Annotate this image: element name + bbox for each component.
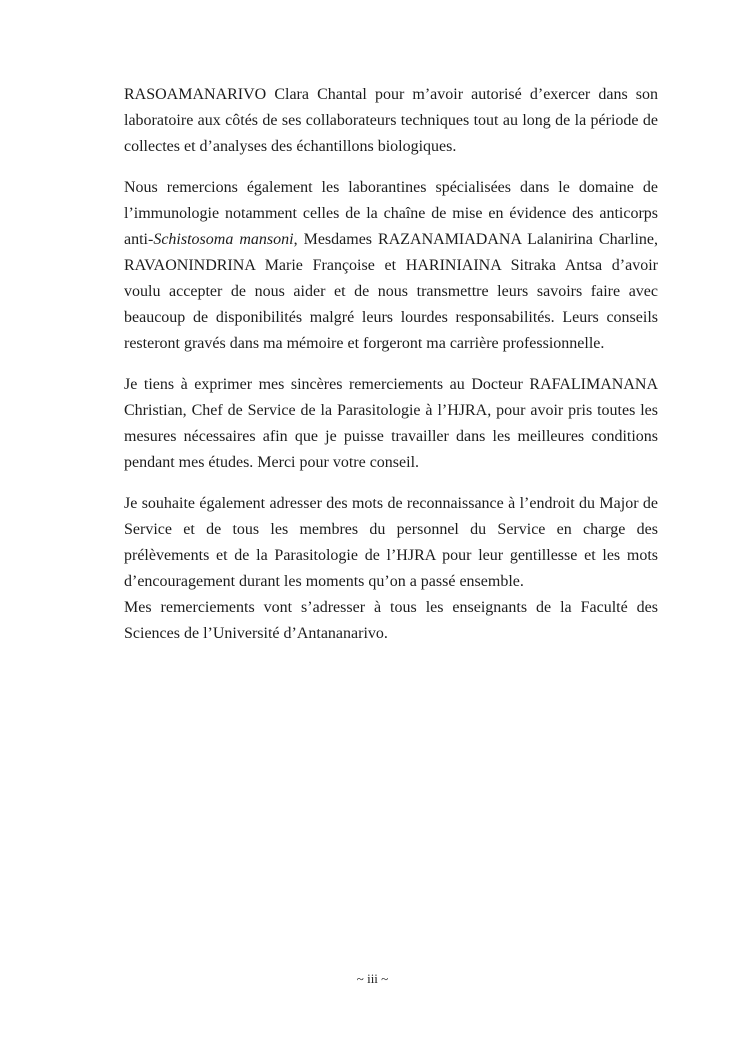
paragraph-3: Je tiens à exprimer mes sincères remerciements au Docteur RAFALIMANANA Christian, Chef de Service de la Parasitologie à l’HJRA, pour avoir pris toutes les mesures nécessaires afin que je puisse travailler dans les meilleures conditions pendant mes études. Merci pour votre conseil. <box>124 376 658 471</box>
paragraph-1: RASOAMANARIVO Clara Chantal pour m’avoir autorisé d’exercer dans son laboratoire aux côtés de ses collaborateurs techniques tout au long de la période de collectes et d’analyses des échantillons biologiques. <box>124 86 658 155</box>
paragraph-4: Je souhaite également adresser des mots de reconnaissance à l’endroit du Major de Service et de tous les membres du personnel du Service en charge des prélèvements et de la Parasitologie de l’HJRA pour leur gentillesse et les mots d’encouragement durant les moments qu’on a passé ensemble. <box>124 495 658 590</box>
paragraph-2-text-before-italic: Nous remercions également les laborantines spécialisées dans le domaine de l’immunologie notamment celles de la chaîne de mise en évidence des anticorps anti- <box>124 179 658 248</box>
page-number: ~ iii ~ <box>356 971 389 986</box>
paragraph-2-text-after-italic: , Mesdames RAZANAMIADANA Lalanirina Charline, RAVAONINDRINA Marie Françoise et HARINIAINA Sitraka Antsa d’avoir voulu accepter de nous aider et de nous transmettre leurs savoirs faire avec beaucoup de disponibilités malgré leurs lourdes responsabilités. Leurs conseils resteront gravés dans ma mémoire et forgeront ma carrière professionnelle. <box>124 231 659 352</box>
acknowledgments-body-text <box>124 82 658 662</box>
paragraph-2 <box>124 175 658 357</box>
paragraph-5: Mes remerciements vont s’adresser à tous les enseignants de la Faculté des Sciences de l’Université d’Antananarivo. <box>124 599 658 642</box>
species-name-italic: Schistosoma mansoni <box>153 231 294 248</box>
